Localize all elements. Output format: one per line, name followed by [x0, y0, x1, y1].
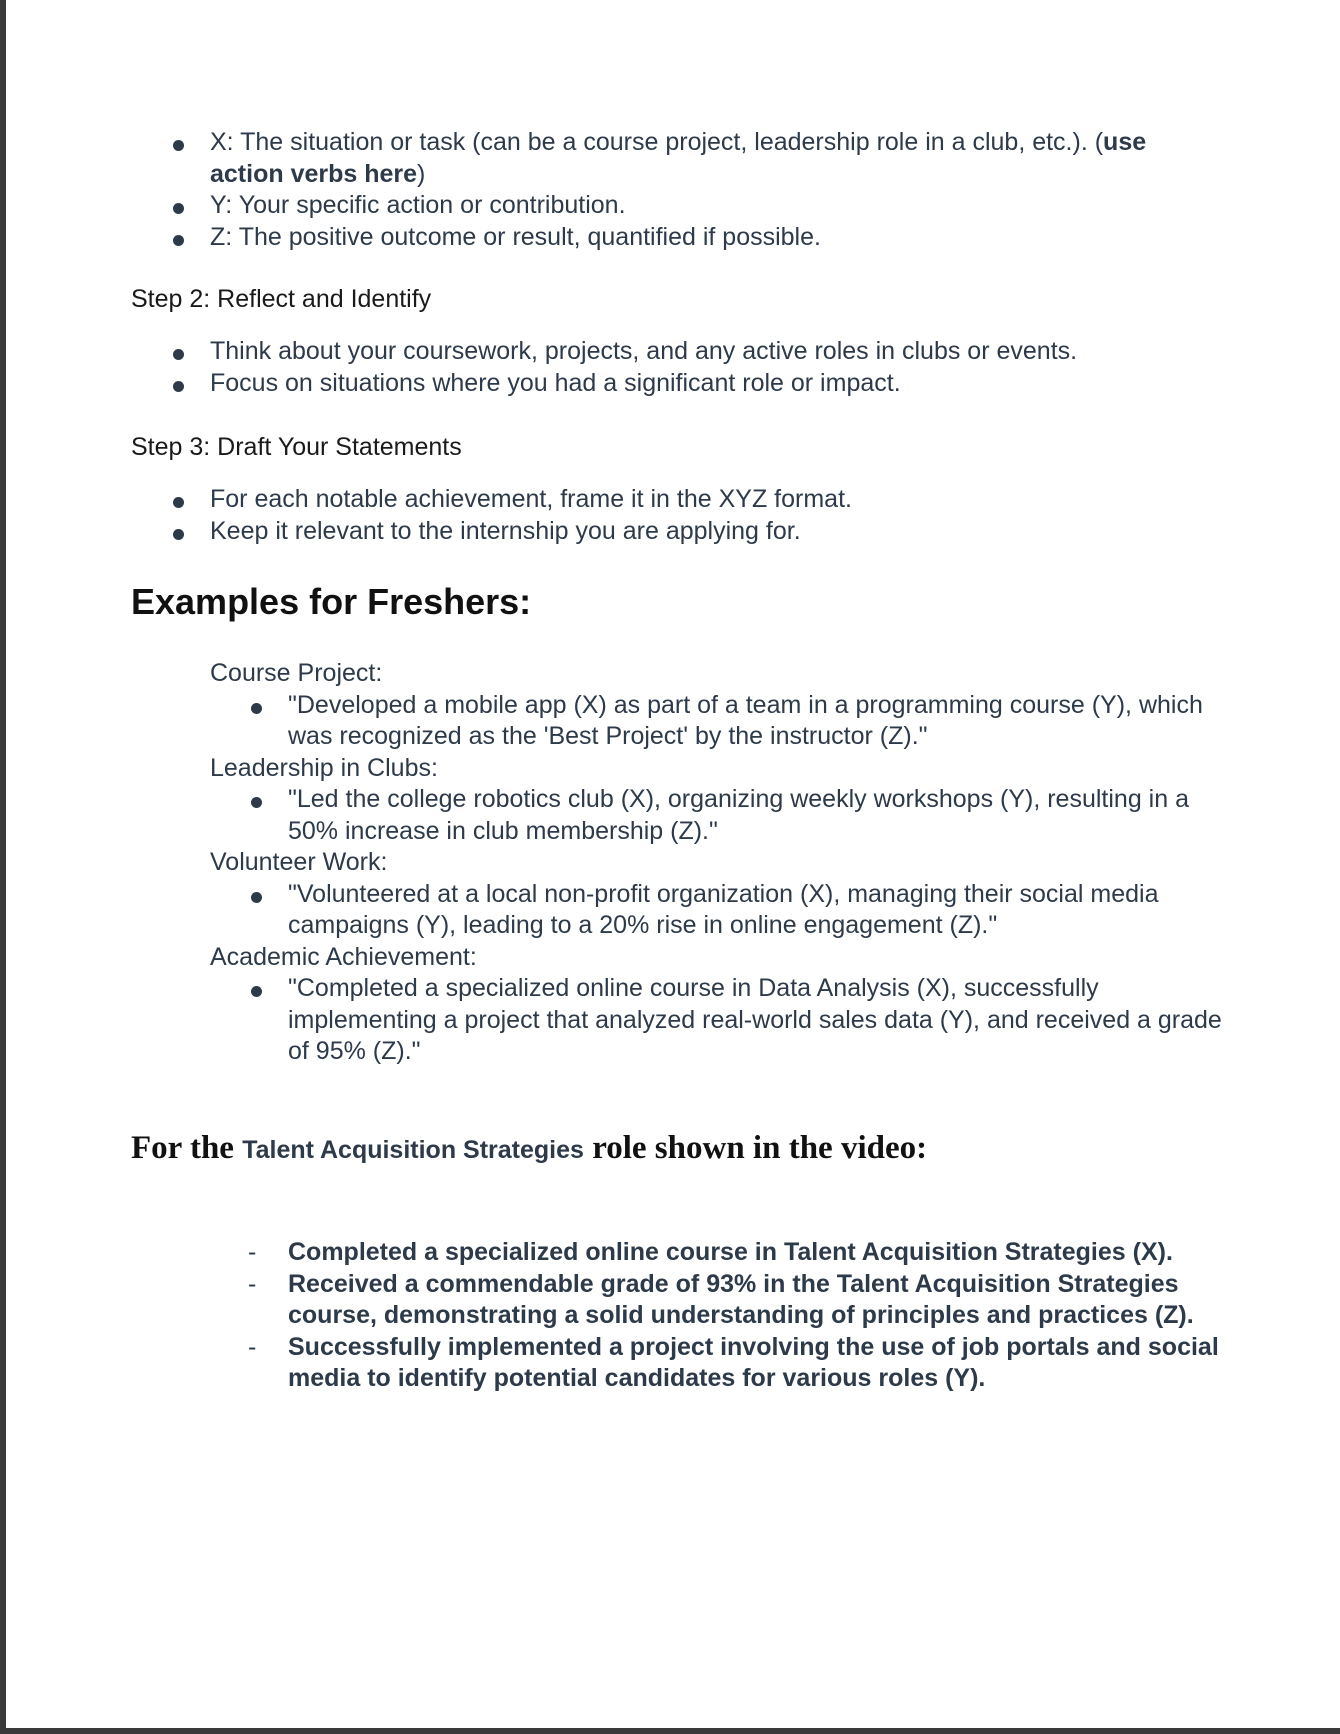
document-page: [6, 0, 1340, 1728]
step3-heading: Step 3: Draft Your Statements: [131, 433, 462, 461]
bullet-icon: [173, 235, 184, 246]
example-title-course-project: Course Project:: [210, 659, 383, 687]
example-title-academic: Academic Achievement:: [210, 942, 477, 971]
bullet-icon: [251, 986, 262, 997]
step3-list: [210, 484, 1210, 547]
bullet-icon: [173, 203, 184, 214]
examples-heading: Examples for Freshers:: [131, 581, 532, 622]
example-title-leadership: Leadership in Clubs:: [210, 753, 438, 782]
role-achievement-list: [248, 1237, 1233, 1395]
example-list-volunteer: [288, 879, 1230, 942]
list-item: "Volunteered at a local non-profit organization (X), managing their social media campaigns (Y), leading to a 20% rise in online engagement (Z).": [288, 879, 1230, 942]
list-item: Think about your coursework, projects, and any active roles in clubs or events.: [210, 336, 1210, 368]
example-list-leadership: [288, 784, 1230, 847]
xyz-definition-list: [210, 127, 1200, 253]
dash-marker: -: [248, 1332, 257, 1361]
step2-list: [210, 336, 1210, 399]
bullet-icon: [173, 349, 184, 360]
list-item: - Completed a specialized online course in Talent Acquisition Strategies (X).: [288, 1237, 1233, 1269]
list-item: "Led the college robotics club (X), organizing weekly workshops (Y), resulting in a 50% increase in club membership (Z).": [288, 784, 1230, 847]
example-title-volunteer: Volunteer Work:: [210, 848, 388, 876]
examples-list: [210, 658, 1230, 1068]
list-item-x: X: The situation or task (can be a course project, leadership role in a club, etc.). (use action verbs here): [210, 127, 1200, 190]
list-item: - Received a commendable grade of 93% in the Talent Acquisition Strategies course, demonstrating a solid understanding of principles and practices (Z).: [248, 1269, 1194, 1329]
list-item: For each notable achievement, frame it in the XYZ format.: [210, 484, 1210, 516]
list-item: Keep it relevant to the internship you are applying for.: [210, 516, 1210, 548]
example-list-course-project: [288, 690, 1230, 753]
bullet-icon: [173, 529, 184, 540]
step2-heading: Step 2: Reflect and Identify: [131, 285, 432, 313]
bullet-icon: [173, 381, 184, 392]
bullet-icon: [251, 797, 262, 808]
bullet-icon: [173, 140, 184, 151]
list-item-y: Y: Your specific action or contribution.: [210, 190, 1200, 222]
list-item: "Completed a specialized online course in Data Analysis (X), successfully implementing a project that analyzed real-world sales data (Y), and received a grade of 95% (Z).": [288, 973, 1230, 1068]
role-name: Talent Acquisition Strategies: [242, 1136, 584, 1164]
list-item: - Successfully implemented a project involving the use of job portals and social media to identify potential candidates for various roles (Y).: [248, 1332, 1219, 1392]
example-list-academic: [288, 973, 1230, 1068]
bullet-icon: [173, 497, 184, 508]
dash-marker: -: [248, 1238, 257, 1266]
bullet-icon: [251, 703, 262, 714]
emphasis-text: use action verbs here: [210, 128, 1147, 188]
list-item: Focus on situations where you had a significant role or impact.: [210, 368, 1210, 400]
list-item: "Developed a mobile app (X) as part of a team in a programming course (Y), which was recognized as the 'Best Project' by the instructor (Z).": [288, 690, 1230, 753]
dash-marker: -: [248, 1269, 257, 1298]
list-item-z: Z: The positive outcome or result, quantified if possible.: [210, 222, 1200, 254]
role-section-heading: For the Talent Acquisition Strategies role shown in the video:: [131, 1130, 928, 1166]
bullet-icon: [251, 892, 262, 903]
